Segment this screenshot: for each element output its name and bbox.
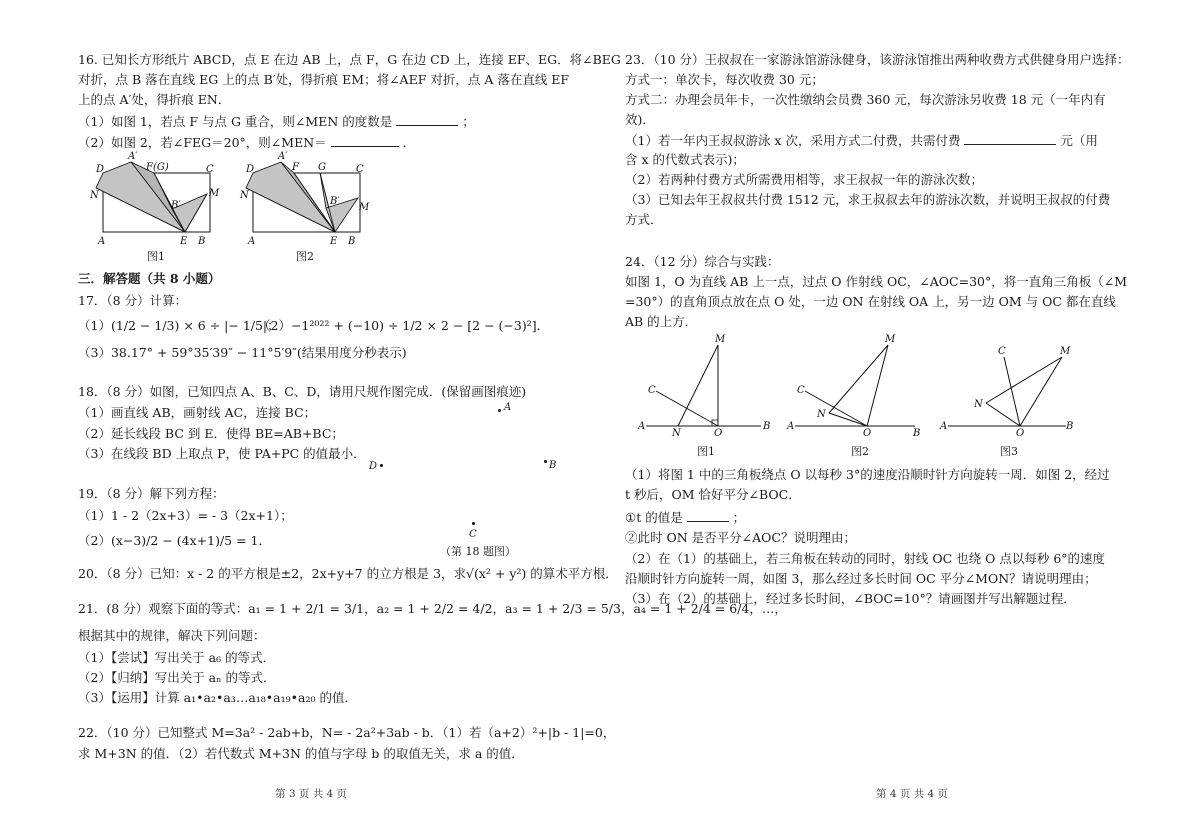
svg-text:D: D — [96, 164, 105, 175]
q23-part1: （1）若一年内王叔叔游泳 x 次，采用方式二付费，共需付费 元（用 — [625, 133, 1098, 148]
q24-part1-cont: t 秒后，OM 恰好平分∠BOC． — [625, 487, 801, 502]
q24-line1: 如图 1，O 为直线 AB 上一点，过点 O 作射线 OC，∠AOC=30°，将一直角三角板（∠M — [625, 274, 1128, 289]
q23-line4: 效)． — [625, 112, 655, 127]
q18-label-c: C — [469, 529, 477, 540]
svg-text:C: C — [206, 164, 214, 175]
q24-sub2: ②此时 ON 是否平分∠AOC？说明理由； — [625, 530, 856, 545]
svg-text:M: M — [715, 334, 726, 345]
q21-line1: 21．(8 分）观察下面的等式：a₁ = 1 + 2/1 = 3/1，a₂ = 1 + 2/2 = 4/2，a₃ = 1 + 2/3 = 5/3，a₄ = 1 + 2/4 = 6/4，…， — [78, 601, 787, 616]
q21-part1: （1）【尝试】写出关于 a₆ 的等式． — [78, 650, 276, 665]
q20: 20．（8 分）已知：x - 2 的平方根是±2，2x+y+7 的立方根是 3，求√(x² + y²) 的算术平方根． — [78, 566, 618, 581]
svg-text:A: A — [787, 421, 795, 432]
svg-text:C: C — [797, 385, 805, 396]
q24-line3: AB 的上方． — [625, 314, 698, 329]
q23-line1: 23．（10 分）王叔叔在一家游泳馆游泳健身，该游泳馆推出两种收费方式供健身用户选择： — [625, 52, 1130, 67]
q24-figure-2-label: 图2 — [851, 445, 869, 458]
svg-text:M: M — [1060, 346, 1071, 357]
right-page-footer: 第 4 页 共 4 页 — [876, 788, 949, 800]
svg-text:E: E — [330, 236, 338, 247]
answer-blank — [964, 132, 1056, 145]
svg-text:A: A — [248, 236, 256, 247]
q18-part3: （3）在线段 BD 上取点 P，使 PA+PC 的值最小． — [78, 446, 366, 461]
svg-text:B′: B′ — [171, 200, 181, 211]
q23-part1-cont: 含 x 的代数式表示)； — [625, 152, 745, 167]
q18-point-b — [544, 460, 547, 463]
svg-text:N: N — [974, 399, 983, 410]
q19-head: 19．（8 分）解下列方程： — [78, 486, 225, 501]
svg-text:N: N — [672, 428, 681, 438]
q18-head: 18．（8 分）如图，已知四点 A、B、C、D，请用尺规作图完成．(保留画图痕迹) — [78, 384, 527, 399]
q24-part3: （3）在（2）的基础上，经过多长时间，∠BOC=10°？请画图并写出解题过程． — [625, 591, 1076, 606]
q23-part2: （2）若两种付费方式所需费用相等，求王叔叔一年的游泳次数； — [625, 172, 983, 187]
svg-text:O: O — [1016, 428, 1025, 438]
svg-text:N: N — [90, 190, 99, 201]
q22-line1: 22．（10 分）已知整式 M=3a² - 2ab+b，N= - 2a²+3ab - b．（1）若（a+2）²+|b - 1|=0， — [78, 725, 616, 740]
q24-sub1: ①t 的值是 ； — [625, 510, 746, 525]
q16-figure-1-label: 图1 — [147, 250, 165, 263]
q23-line3: 方式二：办理会员年卡，一次性缴纳会员费 360 元，每次游泳另收费 18 元（一年内有 — [625, 92, 1106, 107]
q17-part2: （2）−1²⁰²² + (−10) ÷ 1/2 × 2 − [2 − (−3)²]． — [258, 318, 550, 333]
svg-text:B′: B′ — [330, 196, 340, 207]
svg-text:B: B — [1066, 421, 1074, 432]
q24-part1: （1）将图 1 中的三角板绕点 O 以每秒 3°的速度沿顺时针方向旋转一周．如图 2，经过 — [625, 467, 1110, 482]
svg-text:M: M — [209, 188, 220, 199]
q16-figure-1 — [88, 148, 233, 263]
svg-text:M: M — [359, 202, 370, 213]
svg-text:C: C — [648, 385, 656, 396]
section-heading: 三．解答题（共 8 小题） — [78, 271, 221, 286]
svg-text:B: B — [763, 421, 771, 432]
q18-point-a — [498, 409, 501, 412]
q17-head: 17．（8 分）计算： — [78, 293, 188, 308]
q24-head: 24．（12 分）综合与实践： — [625, 254, 780, 269]
q24-figure-1 — [636, 333, 781, 438]
answer-blank — [396, 113, 458, 126]
q21-part2: （2）【归纳】写出关于 aₙ 的等式． — [78, 670, 276, 685]
q21-part3: （3）【运用】计算 a₁•a₂•a₃…a₁₈•a₁₉•a₂₀ 的值． — [78, 690, 357, 705]
q23-part3-cont: 方式． — [625, 212, 663, 227]
q18-label-b: B — [549, 460, 557, 471]
svg-text:A: A — [940, 421, 948, 432]
svg-text:A: A — [638, 421, 646, 432]
q24-part2-cont: 沿顺时针方向旋转一周，如图 3，那么经过多长时间 OC 平分∠MON？请说明理由； — [625, 571, 1097, 586]
q24-figure-2 — [785, 333, 930, 438]
svg-text:B: B — [913, 428, 921, 438]
q16-line1: 16. 已知长方形纸片 ABCD，点 E 在边 AB 上，点 F，G 在边 CD 上，连接 EF、EG．将∠BEG — [78, 52, 621, 67]
q16-figure-2 — [238, 148, 378, 263]
svg-text:A: A — [98, 236, 106, 247]
q18-label-d: D — [369, 461, 378, 472]
svg-text:O: O — [863, 428, 872, 438]
svg-text:N: N — [240, 190, 249, 201]
answer-blank — [331, 134, 399, 147]
q24-figure-3-label: 图3 — [1000, 445, 1018, 458]
svg-text:B: B — [348, 236, 356, 247]
q18-point-c — [472, 522, 475, 525]
q16-line3: 上的点 A′处，得折痕 EN． — [78, 92, 231, 107]
svg-text:A′: A′ — [128, 151, 138, 162]
q24-figure-3 — [938, 333, 1083, 438]
q19-part2: （2）(x−3)/2 − (4x+1)/5 = 1． — [78, 533, 271, 548]
svg-text:F(G): F(G) — [146, 162, 169, 173]
q16-figure-2-label: 图2 — [296, 250, 314, 263]
q16-part1: （1）如图 1，若点 F 与点 G 重合，则∠MEN 的度数是 ； — [78, 114, 475, 129]
q22-line2: 求 M+3N 的值．（2）若代数式 M+3N 的值与字母 b 的取值无关，求 a 的值． — [78, 746, 524, 761]
q16-part2: （2）如图 2，若∠FEG＝20°，则∠MEN＝ ． — [78, 135, 416, 150]
q23-part3: （3）已知去年王叔叔共付费 1512 元，求王叔叔去年的游泳次数，并说明王叔叔的付费 — [625, 192, 1111, 207]
q19-part1: （1）1 - 2（2x+3）= - 3（2x+1）； — [78, 508, 293, 523]
q23-line2: 方式一：单次卡，每次收费 30 元； — [625, 72, 824, 87]
q24-line2: =30°）的直角顶点放在点 O 处，一边 ON 在射线 OA 上，另一边 OM 与 OC 都在直线 — [625, 294, 1116, 309]
svg-text:O: O — [714, 428, 723, 438]
svg-text:G: G — [318, 162, 326, 173]
q18-point-d — [380, 464, 383, 467]
q17-part3: （3）38.17° + 59°35′39″ − 11°5′9″(结果用度分秒表示) — [78, 345, 407, 360]
svg-text:F: F — [292, 162, 299, 173]
q16-line2: 对折，点 B 落在直线 EG 上的点 B′处，得折痕 EM；将∠AEF 对折，点 A 落在直线 EF — [78, 72, 570, 87]
q18-part2: （2）延长线段 BC 到 E．使得 BE=AB+BC； — [78, 426, 344, 441]
q17-part1: （1）(1/2 − 1/3) × 6 ÷ |− 1/5|； — [78, 318, 280, 333]
svg-text:N: N — [817, 409, 826, 420]
left-page-footer: 第 3 页 共 4 页 — [275, 788, 348, 800]
q24-part2: （2）在（1）的基础上，若三角板在转动的同时，射线 OC 也绕 O 点以每秒 6°的速度 — [625, 551, 1106, 566]
q24-figure-1-label: 图1 — [697, 445, 715, 458]
svg-text:C: C — [356, 164, 364, 175]
q18-label-a: A — [504, 402, 512, 413]
q18-caption: （第 18 题图） — [440, 545, 516, 558]
svg-text:B: B — [198, 236, 206, 247]
q21-line2: 根据其中的规律，解决下列问题： — [78, 628, 266, 643]
svg-text:A′: A′ — [278, 151, 288, 162]
svg-text:C: C — [998, 346, 1006, 357]
svg-text:M: M — [885, 334, 896, 345]
svg-text:E: E — [180, 236, 188, 247]
answer-blank — [687, 509, 729, 522]
svg-text:D: D — [246, 164, 255, 175]
q18-part1: （1）画直线 AB，画射线 AC，连接 BC； — [78, 405, 317, 420]
